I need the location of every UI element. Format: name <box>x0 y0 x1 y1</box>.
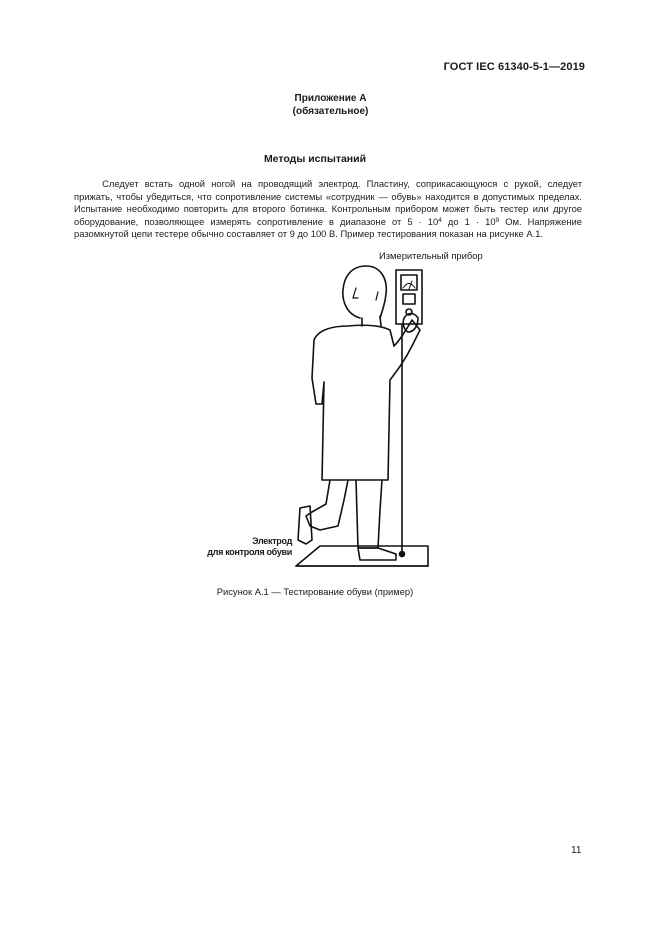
electrode-plate <box>296 546 428 566</box>
annex-heading <box>0 92 661 118</box>
standing-shoe <box>358 548 396 560</box>
person-legs <box>306 480 348 530</box>
exponent-2: 9 <box>495 216 500 224</box>
annex-title: Приложение А <box>294 93 367 104</box>
shoe-test-illustration <box>0 240 661 580</box>
annex-status: (обязательное) <box>292 106 369 117</box>
measuring-instrument <box>396 270 422 324</box>
body-sentence-2: до 1 · 10 <box>441 215 496 227</box>
exponent-1: 4 <box>438 216 442 224</box>
page-number: 11 <box>571 845 582 856</box>
figure-caption: Рисунок А.1 — Тестирование обуви (пример) <box>216 586 414 597</box>
meter-label: Измерительный прибор <box>379 250 483 261</box>
body-sentence-1: Следует встать одной ногой на проводящий электрод. Пластину, соприкасающуюся с рукой, следует прижать, чтобы убедиться, что сопротивление системы «сотрудник — обувь» находится в допустимых пределах. Испытание необходимо повторить для второго ботинка. Контрольным прибором может быть тестер или другое оборудование, позволяющее измерять сопротивление в диапазоне от 5 · 10 <box>74 178 582 227</box>
electrode-label <box>190 536 292 558</box>
body-paragraph <box>74 178 582 241</box>
body-sentence-3: Ом. Напряжение разомкнутой цепи тестере обычно составляет от 9 до 100 В. Пример тестирования показан на рисунке А.1. <box>74 215 582 240</box>
person-head <box>343 266 386 318</box>
electrode-label-line1: Электрод <box>252 536 292 546</box>
section-title: Методы испытаний <box>263 153 367 165</box>
standard-code: ГОСТ IEC 61340-5-1—2019 <box>443 61 585 73</box>
person-coat <box>312 320 420 480</box>
electrode-label-line2: для контроля обуви <box>207 547 292 557</box>
